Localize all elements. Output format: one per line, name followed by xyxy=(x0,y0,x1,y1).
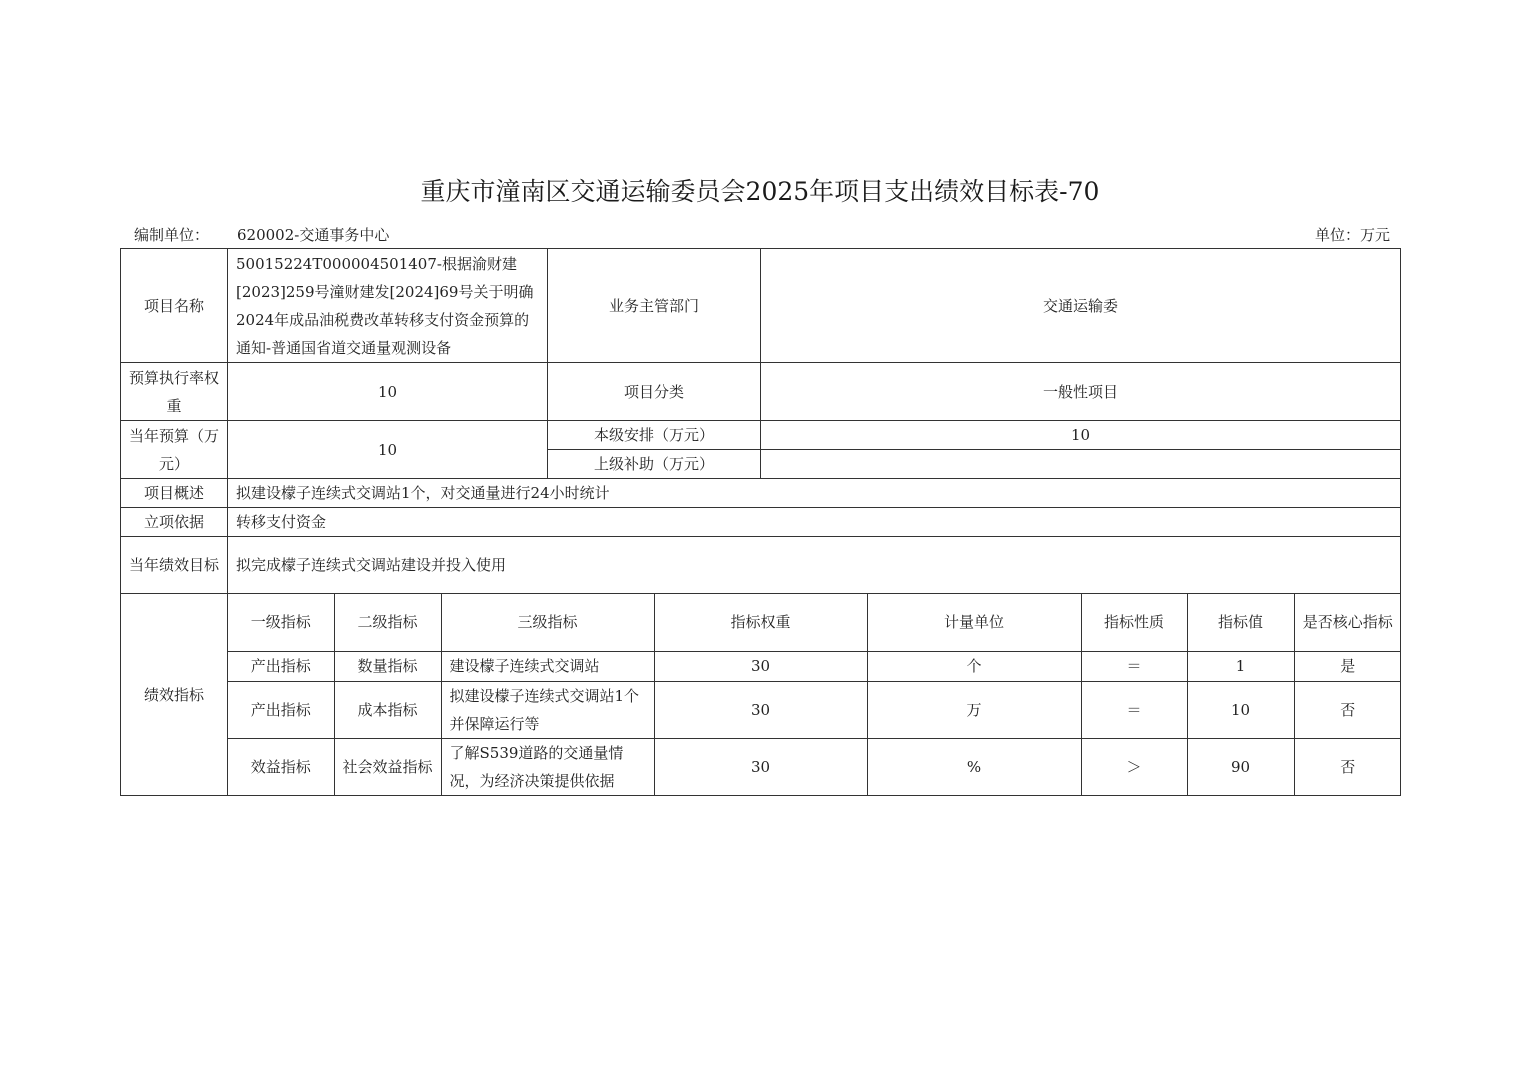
indicator-row xyxy=(121,594,1401,796)
performance-form xyxy=(120,248,1401,796)
cell-nature: ＞ xyxy=(1081,738,1187,795)
col-header-level1: 一级指标 xyxy=(228,594,334,651)
cell-level2: 成本指标 xyxy=(334,681,441,738)
overview-row xyxy=(121,479,1401,508)
category-value: 一般性项目 xyxy=(761,363,1401,421)
annual-budget-row xyxy=(121,421,1401,450)
annual-budget-label: 当年预算（万元） xyxy=(121,421,228,479)
table-row xyxy=(228,738,1401,795)
table-row xyxy=(228,681,1401,738)
basis-row xyxy=(121,508,1401,537)
cell-unit: % xyxy=(867,738,1081,795)
col-header-nature: 指标性质 xyxy=(1081,594,1187,651)
dept-label: 业务主管部门 xyxy=(548,249,761,363)
basis-value: 转移支付资金 xyxy=(228,508,1401,537)
cell-unit: 万 xyxy=(867,681,1081,738)
unit-label: 单位：万元 xyxy=(1314,226,1390,244)
cell-level1: 产出指标 xyxy=(228,651,334,681)
project-name-value: 50015224T000004501407-根据渝财建[2023]259号潼财建发[2024]69号关于明确2024年成品油税费改革转移支付资金预算的通知-普通国省道交通量观测设备 xyxy=(228,249,548,363)
cell-level3: 了解S539道路的交通量情况，为经济决策提供依据 xyxy=(441,738,654,795)
goal-value: 拟完成檬子连续式交调站建设并投入使用 xyxy=(228,537,1401,594)
cell-value: 10 xyxy=(1187,681,1294,738)
cell-level3: 拟建设檬子连续式交调站1个并保障运行等 xyxy=(441,681,654,738)
cell-core: 否 xyxy=(1294,681,1401,738)
cell-weight: 30 xyxy=(654,681,867,738)
cell-level2: 社会效益指标 xyxy=(334,738,441,795)
col-header-core: 是否核心指标 xyxy=(1294,594,1401,651)
cell-nature: ＝ xyxy=(1081,681,1187,738)
indicator-table xyxy=(228,594,1401,795)
dept-value: 交通运输委 xyxy=(761,249,1401,363)
category-label: 项目分类 xyxy=(548,363,761,421)
cell-weight: 30 xyxy=(654,651,867,681)
upper-label: 上级补助（万元） xyxy=(548,450,761,479)
overview-label: 项目概述 xyxy=(121,479,228,508)
local-value: 10 xyxy=(761,421,1401,450)
indicator-cell xyxy=(228,594,1401,796)
cell-core: 否 xyxy=(1294,738,1401,795)
perf-label: 绩效指标 xyxy=(121,594,228,796)
cell-unit: 个 xyxy=(867,651,1081,681)
indicator-header-row xyxy=(228,594,1401,651)
goal-row xyxy=(121,537,1401,594)
budget-rate-row xyxy=(121,363,1401,421)
overview-value: 拟建设檬子连续式交调站1个，对交通量进行24小时统计 xyxy=(228,479,1401,508)
cell-level3: 建设檬子连续式交调站 xyxy=(441,651,654,681)
cell-value: 1 xyxy=(1187,651,1294,681)
cell-nature: ＝ xyxy=(1081,651,1187,681)
col-header-level2: 二级指标 xyxy=(334,594,441,651)
goal-label: 当年绩效目标 xyxy=(121,537,228,594)
project-name-row xyxy=(121,249,1401,363)
cell-level1: 效益指标 xyxy=(228,738,334,795)
org-label: 编制单位： xyxy=(134,226,210,244)
basis-label: 立项依据 xyxy=(121,508,228,537)
cell-core: 是 xyxy=(1294,651,1401,681)
cell-level2: 数量指标 xyxy=(334,651,441,681)
table-row xyxy=(228,651,1401,681)
col-header-level3: 三级指标 xyxy=(441,594,654,651)
local-label: 本级安排（万元） xyxy=(548,421,761,450)
col-header-weight: 指标权重 xyxy=(654,594,867,651)
cell-weight: 30 xyxy=(654,738,867,795)
cell-level1: 产出指标 xyxy=(228,681,334,738)
col-header-value: 指标值 xyxy=(1187,594,1294,651)
cell-value: 90 xyxy=(1187,738,1294,795)
upper-value xyxy=(761,450,1401,479)
budget-rate-label: 预算执行率权重 xyxy=(121,363,228,421)
col-header-unit: 计量单位 xyxy=(867,594,1081,651)
budget-rate-value: 10 xyxy=(228,363,548,421)
page-title: 重庆市潼南区交通运输委员会2025年项目支出绩效目标表-70 xyxy=(420,177,1100,206)
org-value: 620002-交通事务中心 xyxy=(237,226,390,244)
project-name-label: 项目名称 xyxy=(121,249,228,363)
annual-budget-value: 10 xyxy=(228,421,548,479)
